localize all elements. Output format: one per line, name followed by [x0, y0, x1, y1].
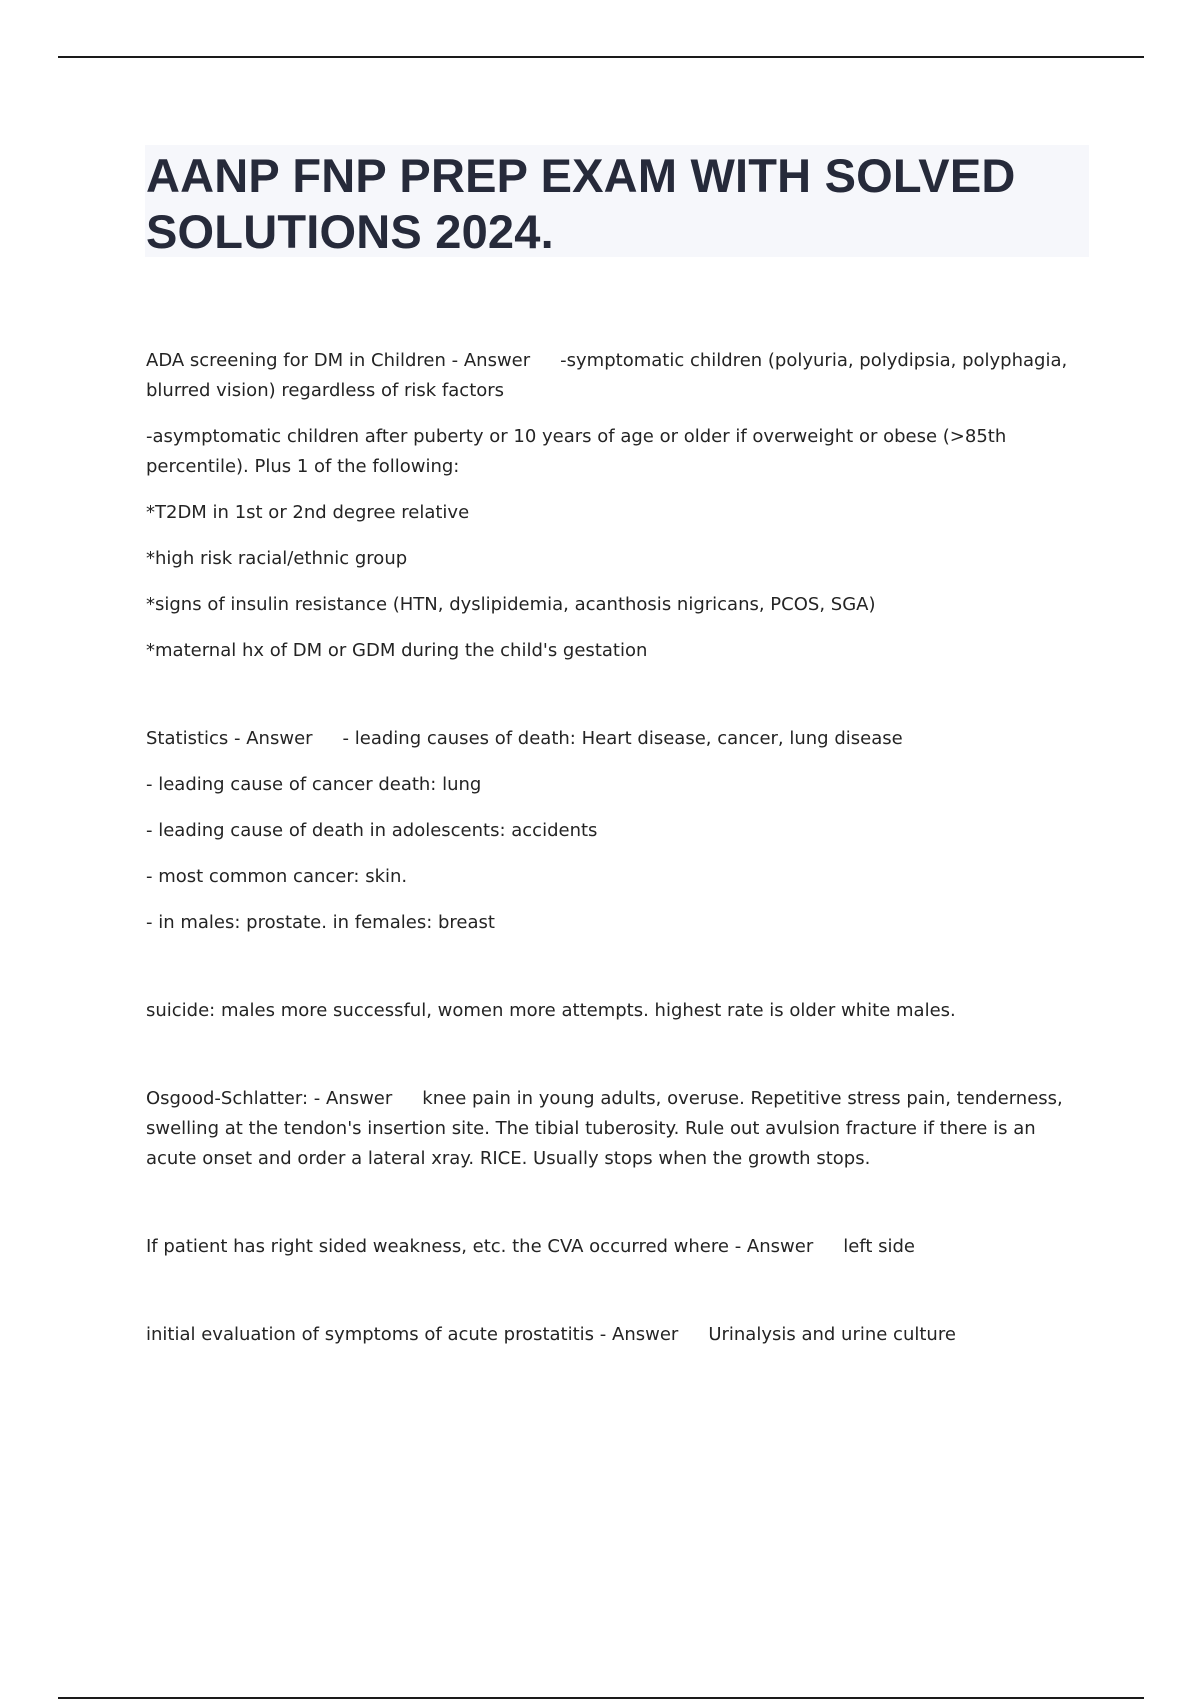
qa-entry-osgood-schlatter: [146, 1084, 1090, 1174]
qa-entry-statistics: [146, 724, 1090, 754]
answer-label: - Answer: [451, 350, 531, 371]
answer-bullet: *maternal hx of DM or GDM during the child's gestation: [146, 640, 648, 661]
answer-text: -symptomatic children (polyuria, polydipsia, polyphagia, blurred vision) regardless of risk factors: [146, 350, 1068, 401]
answer-text: - leading causes of death: Heart disease, cancer, lung disease: [342, 728, 903, 749]
answer-text: Urinalysis and urine culture: [708, 1324, 956, 1345]
answer-label: - Answer: [234, 728, 313, 749]
answer-continuation: - in males: prostate. in females: breast: [146, 912, 495, 933]
answer-continuation: - leading cause of death in adolescents: accidents: [146, 820, 598, 841]
answer-continuation: - leading cause of cancer death: lung: [146, 774, 482, 795]
question-text: initial evaluation of symptoms of acute prostatitis: [146, 1324, 595, 1345]
qa-entry-ada-screening: [146, 346, 1090, 406]
question-text: Osgood-Schlatter:: [146, 1088, 309, 1109]
bottom-rule: [58, 1697, 1144, 1699]
answer-label: - Answer: [599, 1324, 679, 1345]
qa-entry-prostatitis: [146, 1320, 1090, 1350]
document-body: [146, 346, 1090, 1366]
question-text: ADA screening for DM in Children: [146, 350, 446, 371]
answer-bullet: *T2DM in 1st or 2nd degree relative: [146, 502, 470, 523]
answer-continuation: -asymptomatic children after puberty or 10 years of age or older if overweight or obese (>85th percentile). Plus 1 of the following:: [146, 426, 1007, 477]
answer-bullet: *signs of insulin resistance (HTN, dyslipidemia, acanthosis nigricans, PCOS, SGA): [146, 594, 876, 615]
answer-text: knee pain in young adults, overuse. Repetitive stress pain, tenderness, swelling at the tendon's insertion site. The tibial tuberosity. Rule out avulsion fracture if there is an acute onset and order a lateral xray. RICE. Usually stops when the growth stops.: [146, 1088, 1063, 1169]
question-text: Statistics: [146, 728, 229, 749]
answer-label: - Answer: [734, 1236, 814, 1257]
standalone-note-suicide: suicide: males more successful, women more attempts. highest rate is older white males.: [146, 1000, 956, 1021]
answer-continuation: - most common cancer: skin.: [146, 866, 408, 887]
answer-bullet: *high risk racial/ethnic group: [146, 548, 408, 569]
answer-label: - Answer: [313, 1088, 393, 1109]
question-text: If patient has right sided weakness, etc. the CVA occurred where: [146, 1236, 729, 1257]
top-rule: [58, 56, 1144, 58]
answer-text: left side: [843, 1236, 915, 1257]
document-title: AANP FNP PREP EXAM WITH SOLVED SOLUTIONS 2024.: [146, 149, 1016, 258]
qa-entry-cva: [146, 1232, 1090, 1262]
